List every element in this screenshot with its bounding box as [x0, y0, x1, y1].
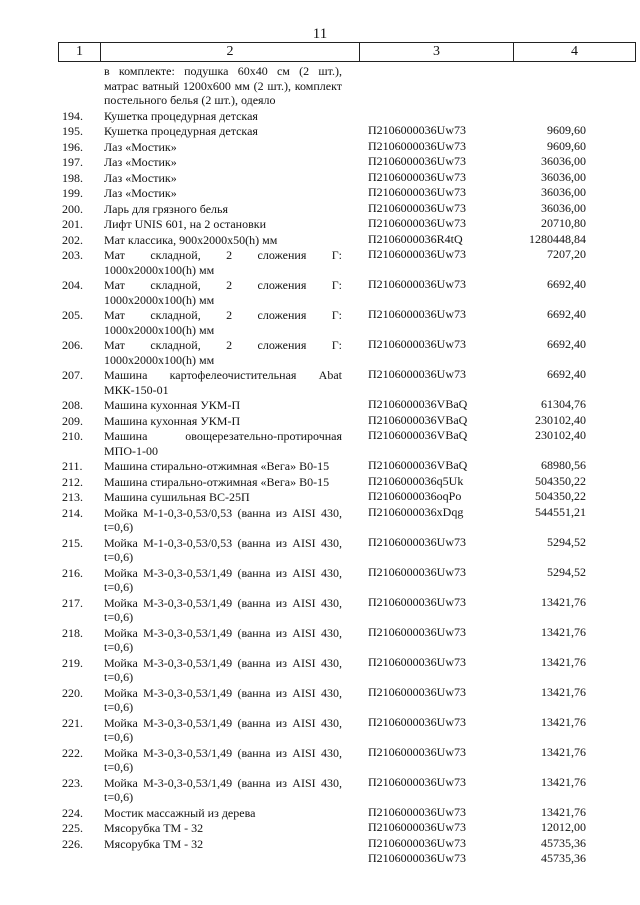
row-number: 225. — [62, 821, 83, 835]
row-number: 201. — [62, 217, 83, 231]
item-name: Машина стирально-отжимная «Вега» В0-15 — [104, 474, 330, 489]
item-value: 6692,40 — [547, 337, 586, 351]
item-value: 6692,40 — [547, 367, 586, 381]
row-number: 220. — [62, 685, 83, 700]
row-number: 209. — [62, 413, 83, 428]
item-name: Мат складной, 2 сложения Г: 1000х2000х100(h) мм — [104, 338, 342, 367]
column-header-4: 4 — [571, 44, 578, 59]
item-value: 68980,56 — [541, 458, 586, 472]
row-number: 208. — [62, 398, 83, 412]
item-value: 45735,36 — [541, 835, 586, 850]
inventory-code: П2106000036VBaQ — [368, 397, 468, 411]
item-name: Лаз «Мостик» — [104, 139, 177, 154]
row-number: 196. — [62, 139, 83, 154]
item-name: Мойка М-3-0,3-0,53/1,49 (ванна из AISI 430, t=0,6) — [104, 715, 342, 744]
item-value: 13421,76 — [541, 624, 586, 639]
row-number: 214. — [62, 505, 83, 520]
item-name: Мат складной, 2 сложения Г: 1000х2000х100(h) мм — [104, 308, 342, 337]
inventory-code: П2106000036Uw73 — [368, 594, 466, 609]
row-number: 195. — [62, 124, 83, 138]
item-name: Машина сушильная ВС-25П — [104, 490, 250, 504]
item-value: 13421,76 — [541, 774, 586, 789]
item-name: Мат классика, 900х2000х50(h) мм — [104, 232, 278, 247]
item-name: Мойка М-1-0,3-0,53/0,53 (ванна из AISI 430, t=0,6) — [104, 535, 342, 564]
item-name: Мойка М-3-0,3-0,53/1,49 (ванна из AISI 430, t=0,6) — [104, 745, 342, 774]
inventory-code: П2106000036Uw73 — [368, 654, 466, 669]
item-value: 36036,00 — [541, 169, 586, 184]
item-name: Лифт UNIS 601, на 2 остановки — [104, 217, 267, 231]
inventory-code: П2106000036R4tQ — [368, 231, 463, 246]
inventory-code: П2106000036Uw73 — [368, 307, 466, 321]
item-value: 9609,60 — [547, 123, 586, 137]
item-name: Машина овощерезательно-протирочная МПО-1-00 — [104, 429, 342, 458]
row-number: 216. — [62, 565, 83, 580]
row-number: 200. — [62, 201, 83, 216]
inventory-code: П2106000036Uw73 — [368, 534, 466, 549]
row-number: 198. — [62, 170, 83, 185]
item-name: Мойка М-3-0,3-0,53/1,49 (ванна из AISI 430, t=0,6) — [104, 775, 342, 804]
row-number: 203. — [62, 248, 83, 262]
item-value: 13421,76 — [541, 714, 586, 729]
inventory-code: П2106000036Uw73 — [368, 835, 466, 850]
continuation-row — [0, 64, 640, 108]
item-value: 36036,00 — [541, 200, 586, 215]
item-value: 504350,22 — [535, 473, 586, 488]
item-value: 230102,40 — [535, 412, 586, 427]
item-value: 36036,00 — [541, 185, 586, 199]
item-name: Мойка М-3-0,3-0,53/1,49 (ванна из AISI 430, t=0,6) — [104, 565, 342, 594]
table-body — [0, 64, 640, 865]
row-number: 210. — [62, 429, 83, 443]
item-value: 61304,76 — [541, 397, 586, 411]
item-value: 13421,76 — [541, 804, 586, 819]
item-name: Мясорубка ТМ - 32 — [104, 821, 204, 835]
row-number: 223. — [62, 775, 83, 790]
item-value: 36036,00 — [541, 154, 586, 168]
item-name: Лаз «Мостик» — [104, 170, 177, 185]
inventory-code: П2106000036Uw73 — [368, 247, 466, 261]
item-value: 504350,22 — [535, 489, 586, 503]
column-header-1: 1 — [59, 43, 101, 61]
row-number: 207. — [62, 368, 83, 382]
item-name: Мойка М-3-0,3-0,53/1,49 (ванна из AISI 430, t=0,6) — [104, 655, 342, 684]
inventory-code: П2106000036Uw73 — [368, 169, 466, 184]
item-value: 7207,20 — [547, 247, 586, 261]
inventory-code: П2106000036VBaQ — [368, 458, 468, 472]
inventory-code: П2106000036Uw73 — [368, 185, 466, 199]
inventory-code: П2106000036xDqg — [368, 504, 464, 519]
inventory-code: П2106000036VBaQ — [368, 428, 468, 442]
item-name: Мойка М-3-0,3-0,53/1,49 (ванна из AISI 430, t=0,6) — [104, 685, 342, 714]
item-name: Лаз «Мостик» — [104, 186, 177, 200]
inventory-code: П2106000036Uw73 — [368, 277, 466, 291]
item-name: Мойка М-3-0,3-0,53/1,49 (ванна из AISI 430, t=0,6) — [104, 625, 342, 654]
inventory-code: П2106000036VBaQ — [368, 412, 468, 427]
table-row — [0, 565, 640, 609]
row-number: 219. — [62, 655, 83, 670]
inventory-code: П2106000036Uw73 — [368, 564, 466, 579]
item-name: Машина кухонная УКМ-П — [104, 398, 241, 412]
row-number: 215. — [62, 535, 83, 550]
inventory-code: П2106000036Uw73 — [368, 744, 466, 759]
row-number: 217. — [62, 595, 83, 610]
item-name: Мойка М-1-0,3-0,53/0,53 (ванна из AISI 430, t=0,6) — [104, 505, 342, 534]
row-number: 197. — [62, 155, 83, 169]
inventory-code: П2106000036Uw73 — [368, 154, 466, 168]
item-value: 544551,21 — [535, 504, 586, 519]
row-number: 205. — [62, 308, 83, 322]
item-name: Мат складной, 2 сложения Г: 1000х2000х100(h) мм — [104, 278, 342, 307]
table-row — [0, 413, 640, 442]
item-name: Машина стирально-отжимная «Вега» В0-15 — [104, 459, 330, 473]
row-number: 204. — [62, 278, 83, 292]
inventory-code: П2106000036Uw73 — [368, 714, 466, 729]
item-value: 6692,40 — [547, 277, 586, 291]
item-value: 12012,00 — [541, 820, 586, 834]
item-value: 230102,40 — [535, 428, 586, 442]
inventory-code: П2106000036Uw73 — [368, 774, 466, 789]
item-name: Мат складной, 2 сложения Г: 1000х2000х100(h) мм — [104, 248, 342, 277]
row-number: 213. — [62, 490, 83, 504]
item-name: Кушетка процедурная детская — [104, 124, 258, 138]
row-number: 218. — [62, 625, 83, 640]
row-number: 221. — [62, 715, 83, 730]
row-number: 194. — [62, 108, 83, 123]
column-header-3: 3 — [360, 43, 514, 61]
item-value: 5294,52 — [547, 534, 586, 549]
item-name: Лаз «Мостик» — [104, 155, 177, 169]
inventory-code: П2106000036Uw73 — [368, 851, 466, 865]
item-value: 20710,80 — [541, 216, 586, 230]
row-number: 226. — [62, 836, 83, 851]
item-value: 6692,40 — [547, 307, 586, 321]
inventory-code: П2106000036Uw73 — [368, 123, 466, 137]
item-value: 1280448,84 — [529, 231, 586, 246]
row-number: 211. — [62, 459, 83, 473]
item-value: 13421,76 — [541, 684, 586, 699]
inventory-code: П2106000036Uw73 — [368, 200, 466, 215]
item-name: Машина картофелеочистительная Abat МКК-150-01 — [104, 368, 342, 397]
inventory-code: П2106000036Uw73 — [368, 684, 466, 699]
table-header — [58, 42, 636, 62]
row-number: 202. — [62, 232, 83, 247]
inventory-code: П2106000036q5Uk — [368, 473, 464, 488]
row-number: 222. — [62, 745, 83, 760]
item-value: 45735,36 — [541, 851, 586, 865]
item-name: Кушетка процедурная детская — [104, 108, 258, 123]
page-number: 11 — [312, 26, 328, 42]
inventory-code: П2106000036Uw73 — [368, 624, 466, 639]
item-value: 9609,60 — [547, 138, 586, 153]
item-name: Мойка М-3-0,3-0,53/1,49 (ванна из AISI 430, t=0,6) — [104, 595, 342, 624]
inventory-code: П2106000036Uw73 — [368, 337, 466, 351]
item-name: Мясорубка ТМ - 32 — [104, 836, 204, 851]
row-number: 206. — [62, 338, 83, 352]
item-name: Мостик массажный из дерева — [104, 805, 256, 820]
item-value: 13421,76 — [541, 594, 586, 609]
inventory-code: П2106000036Uw73 — [368, 138, 466, 153]
row-number: 224. — [62, 805, 83, 820]
item-name: Ларь для грязного белья — [104, 201, 229, 216]
item-name: Машина кухонная УКМ-П — [104, 413, 241, 428]
table-row — [0, 836, 640, 865]
item-value: 5294,52 — [547, 564, 586, 579]
inventory-code: П2106000036oqPo — [368, 489, 462, 503]
inventory-code: П2106000036Uw73 — [368, 367, 466, 381]
inventory-code: П2106000036Uw73 — [368, 216, 466, 230]
item-value: 13421,76 — [541, 654, 586, 669]
inventory-code: П2106000036Uw73 — [368, 804, 466, 819]
row-number: 199. — [62, 186, 83, 200]
row-number: 212. — [62, 474, 83, 489]
inventory-code: П2106000036Uw73 — [368, 820, 466, 834]
item-value: 13421,76 — [541, 744, 586, 759]
column-header-2: 2 — [101, 43, 360, 61]
continuation-text: в комплекте: подушка 60х40 см (2 шт.), матрас ватный 1200х600 мм (2 шт.), комплект постельного белья (2 шт.), одеяло — [104, 64, 342, 107]
